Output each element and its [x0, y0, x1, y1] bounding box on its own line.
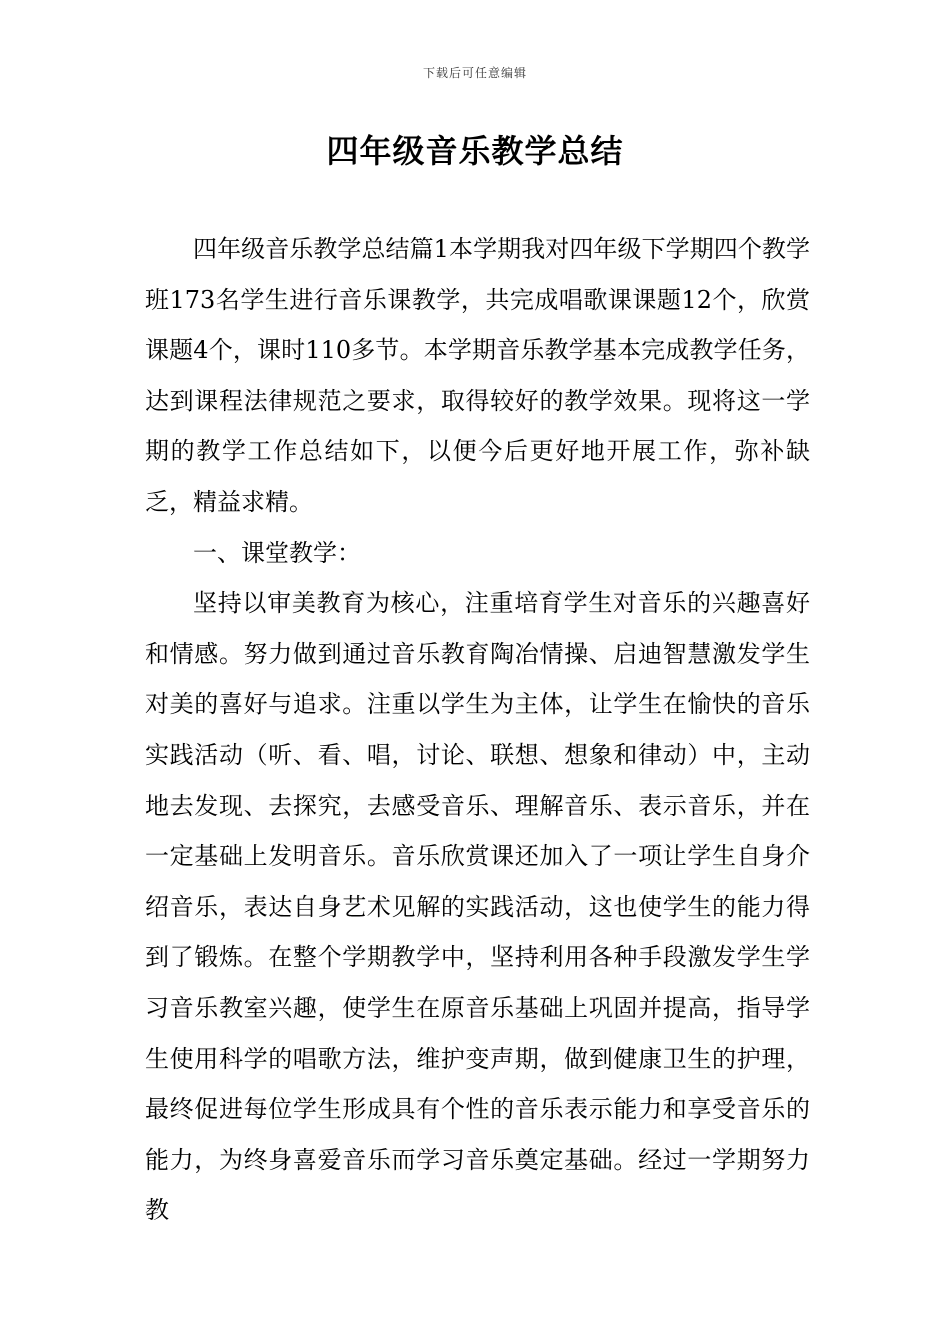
section-heading-classroom-teaching: 一、课堂教学： — [193, 538, 361, 567]
paragraph-intro: 四年级音乐教学总结篇1本学期我对四年级下学期四个教学班173名学生进行音乐课教学，共完成唱歌课课题12个，欣赏课题4个，课时110多节。本学期音乐教学基本完成教学任务，达到课程法律规范之要求，取得较好的教学效果。现将这一学期的教学工作总结如下，以便今后更好地开展工作，弥补缺乏，精益求精。 — [145, 235, 810, 516]
paragraph-classroom-teaching: 坚持以审美教育为核心，注重培育学生对音乐的兴趣喜好和情感。努力做到通过音乐教育陶冶情操、启迪智慧激发学生对美的喜好与追求。注重以学生为主体，让学生在愉快的音乐实践活动（听、看、唱，讨论、联想、想象和律动）中，主动地去发现、去探究，去感受音乐、理解音乐、表示音乐，并在一定基础上发明音乐。音乐欣赏课还加入了一项让学生自身介绍音乐，表达自身艺术见解的实践活动，这也使学生的能力得到了锻炼。在整个学期教学中，坚持利用各种手段激发学生学习音乐教室兴趣，使学生在原音乐基础上巩固并提高，指导学生使用科学的唱歌方法，维护变声期，做到健康卫生的护理，最终促进每位学生形成具有个性的音乐表示能力和享受音乐的能力，为终身喜爱音乐而学习音乐奠定基础。经过一学期努力教 — [145, 589, 810, 1225]
document-body — [145, 224, 810, 1236]
header-note: 下载后可任意编辑 — [422, 66, 527, 80]
document-title: 四年级音乐教学总结 — [326, 132, 624, 170]
